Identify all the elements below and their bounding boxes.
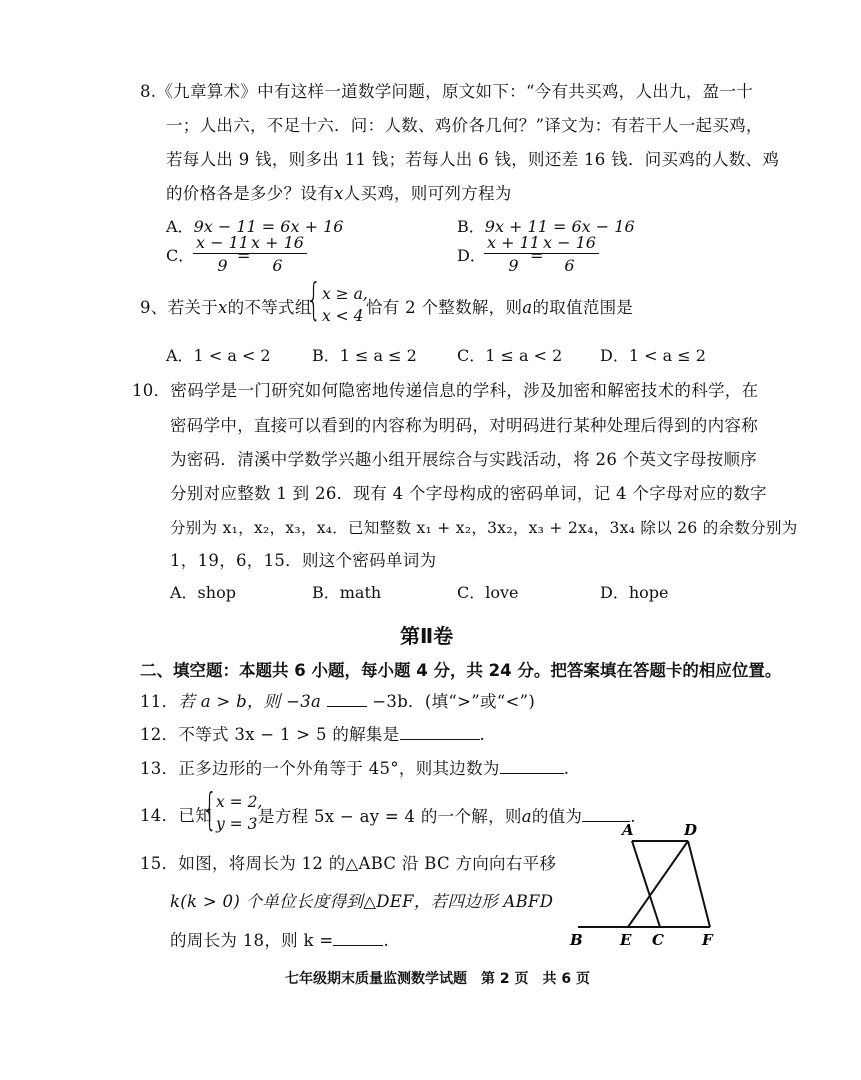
q8-option-c-label: C． [166, 246, 195, 265]
q8-d-den2: 6 [564, 256, 575, 275]
question-13 [140, 758, 569, 779]
q15-line-3 [170, 930, 389, 951]
q10-line-1 [132, 381, 758, 401]
q9-brace: { [306, 274, 322, 325]
q8-option-a-label: A． [166, 217, 194, 236]
q8-line-4 [166, 184, 512, 204]
q11-answer-blank[interactable] [327, 691, 367, 707]
question-12 [140, 724, 485, 745]
q8-d-den1: 9 [508, 256, 519, 275]
q9-system [322, 283, 368, 327]
q9-text-d: 的取值范围是 [532, 298, 634, 317]
q10-line-3: 为密码．清溪中学数学兴趣小组开展综合与实践活动，将 26 个英文字母按顺序 [170, 450, 758, 469]
q10-option-a: A．shop [170, 583, 236, 602]
line-df [688, 841, 710, 927]
q8-option-c-fraction-2 [248, 233, 307, 276]
q10-line-2: 密码学中，直接可以看到的内容称为明码，对明码进行某种处理后得到的内容称 [170, 416, 758, 435]
q10-line-5: 分别为 x₁，x₂，x₃，x₄．已知整数 x₁ + x₂，3x₂，x₃ + 2x₄，3x₄ 除以 26 的余数分别为 [170, 519, 798, 537]
q10-line-4: 分别对应整数 1 到 26．现有 4 个字母构成的密码单词，记 4 个字母对应的数字 [170, 484, 767, 503]
q8-d-num2: x − 16 [540, 233, 599, 254]
q8-line-3: 若每人出 9 钱，则多出 11 钱；若每人出 6 钱，则还差 16 钱．问买鸡的人数、鸡 [166, 150, 780, 169]
q8-option-d-fraction-2 [540, 233, 599, 276]
q9-option-b: B．1 ≤ a ≤ 2 [312, 346, 417, 365]
q14-brace: { [202, 784, 218, 835]
q15-text-3a: 的周长为 18，则 k = [170, 931, 334, 950]
label-a: A [622, 821, 634, 839]
q14-text-c: 的值为 [531, 807, 583, 826]
q11-number: 11． [140, 692, 179, 711]
q10-option-d: D．hope [600, 583, 669, 602]
q8-option-d-label: D． [457, 246, 486, 265]
q15-line-1 [140, 854, 556, 874]
label-f: F [702, 931, 713, 949]
section-2-heading: 二、填空题：本题共 6 小题，每小题 4 分，共 24 分。把答案填在答题卡的相应位置。 [140, 661, 782, 680]
q9-option-c: C．1 ≤ a < 2 [457, 346, 563, 365]
q9-line-1b [366, 298, 633, 318]
q12-number: 12． [140, 725, 179, 744]
q8-line-2: 一；人出六，不足十六．问：人数、鸡价各几何？”译文为：有若干人一起买鸡， [166, 116, 763, 135]
q12-text-b: . [479, 725, 486, 744]
q9-var-x: x [218, 298, 228, 317]
q9-number: 9、 [140, 298, 168, 317]
q8-c-num1: x − 11 [193, 233, 252, 254]
q15-figure [560, 815, 730, 955]
question-11 [140, 691, 535, 712]
q9-line-1a [140, 298, 312, 318]
q14-system [216, 791, 262, 835]
q10-number: 10． [132, 381, 171, 400]
q8-text-1: 《九章算术》中有这样一道数学问题，原文如下：“今有共买鸡，人出九，盈一十 [156, 82, 754, 101]
q8-option-a-text: 9x − 11 = 6x + 16 [193, 217, 344, 236]
q8-line-1 [140, 82, 753, 102]
q13-text-b: . [563, 759, 570, 778]
q9-system-line-2: x < 4 [322, 307, 364, 325]
q14-system-line-1: x = 2, [216, 793, 263, 811]
q9-system-line-1: x ≥ a, [322, 285, 368, 303]
q10-option-c: C．love [457, 583, 519, 602]
q8-c-den1: 9 [217, 256, 228, 275]
q9-option-a: A．1 < a < 2 [166, 346, 271, 365]
q8-option-b-text: 9x + 11 = 6x − 16 [484, 217, 635, 236]
q10-text-1: 密码学是一门研究如何隐密地传递信息的学科，涉及加密和解密技术的科学，在 [170, 381, 759, 400]
q12-answer-blank[interactable] [400, 724, 480, 740]
q13-number: 13． [140, 759, 179, 778]
q8-text-4a: 的价格各是多少？设有 [166, 184, 334, 203]
q8-option-d-equals: = [530, 246, 544, 265]
q10-line-6: 1，19，6，15．则这个密码单词为 [170, 551, 437, 570]
q11-text-a: 若 a > b，则 −3a [178, 692, 322, 711]
q8-d-num1: x + 11 [484, 233, 543, 254]
q9-text-c: 恰有 2 个整数解，则 [366, 298, 523, 317]
q14-text-b: 是方程 5x − ay = 4 的一个解，则 [258, 807, 522, 826]
q12-text-a: 不等式 3x − 1 > 5 的解集是 [178, 725, 400, 744]
q9-text-a: 若关于 [167, 298, 219, 317]
q8-option-b-label: B． [457, 217, 485, 236]
q15-text-3b: . [383, 931, 390, 950]
label-e: E [620, 931, 632, 949]
label-b: B [570, 931, 583, 949]
q8-option-c-equals: = [237, 246, 251, 265]
q8-c-num2: x + 16 [248, 233, 307, 254]
q15-answer-blank[interactable] [333, 930, 383, 946]
q15-number: 15． [140, 854, 179, 873]
q14-text-d: . [630, 807, 636, 826]
q14-var-a: a [521, 807, 532, 826]
label-d: D [684, 821, 698, 839]
q14-number: 14． [140, 806, 179, 825]
q10-option-b: B．math [312, 583, 382, 602]
q9-option-d: D．1 < a ≤ 2 [600, 346, 706, 365]
label-c: C [652, 931, 664, 949]
q15-line-2: k(k > 0) 个单位长度得到△DEF，若四边形 ABFD [170, 892, 554, 911]
q8-var-x: x [334, 184, 344, 203]
q9-text-b: 的不等式组 [227, 298, 312, 317]
part-2-title: 第Ⅱ卷 [400, 624, 454, 648]
page-footer: 七年级期末质量监测数学试题 第 2 页 共 6 页 [285, 971, 590, 987]
q15-text-1: 如图，将周长为 12 的△ABC 沿 BC 方向向右平移 [178, 854, 557, 873]
q14-text-a: 已知 [178, 806, 213, 825]
q13-text-a: 正多边形的一个外角等于 45°，则其边数为 [178, 759, 500, 778]
q8-c-den2: 6 [272, 256, 283, 275]
q11-text-b: −3b．(填“>”或“<”) [372, 692, 536, 711]
q14-system-line-2: y = 3 [216, 815, 258, 833]
q8-number: 8. [140, 82, 157, 101]
q8-text-4b: 人买鸡，则可列方程为 [343, 184, 512, 203]
q13-answer-blank[interactable] [500, 758, 564, 774]
q9-var-a: a [522, 298, 533, 317]
